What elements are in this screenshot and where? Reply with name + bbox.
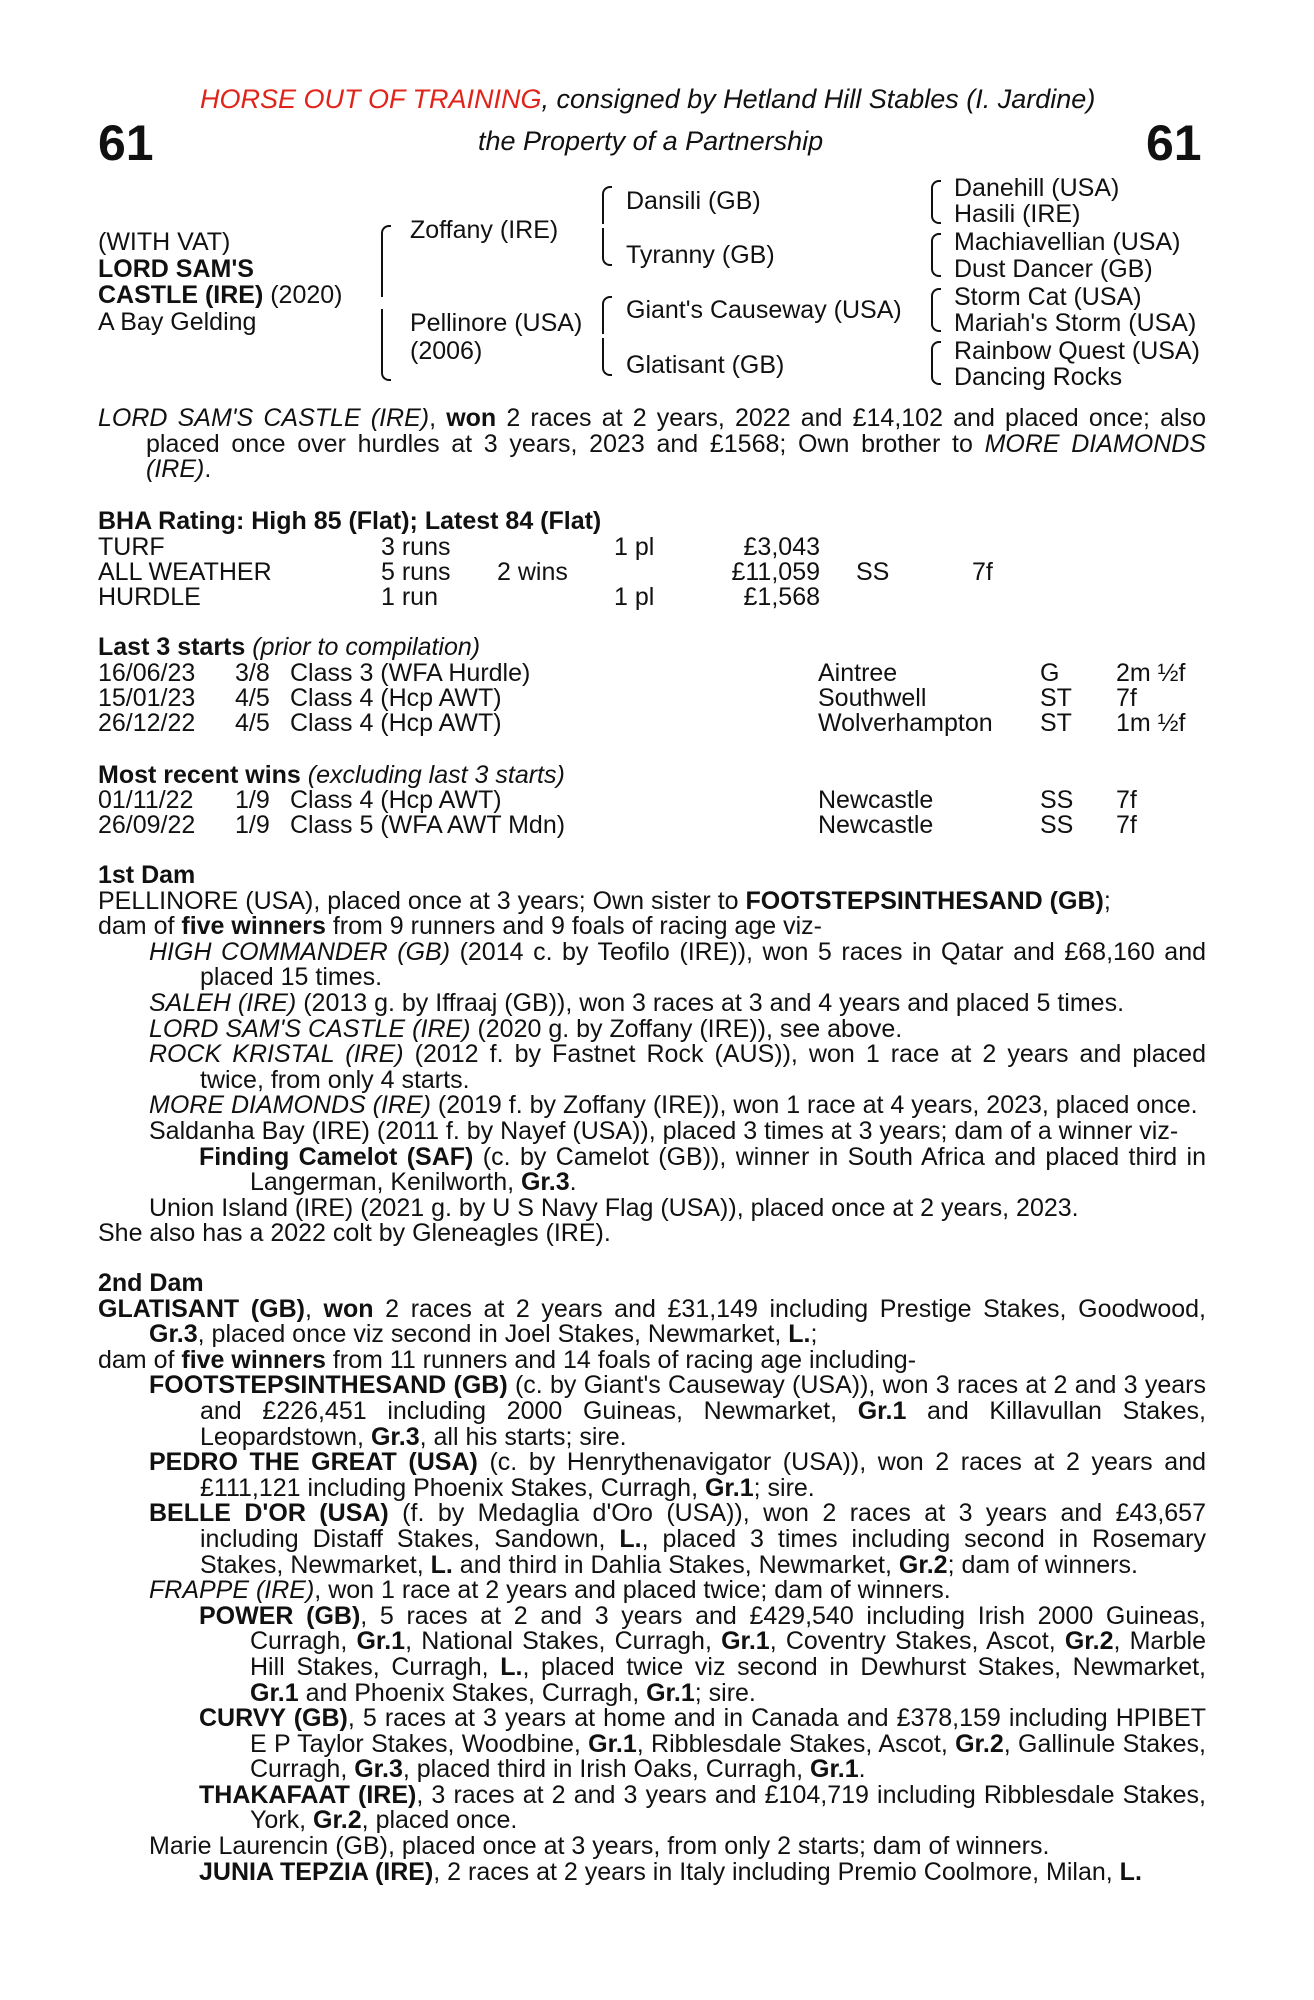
horse-name-line2: CASTLE (IRE)	[98, 281, 264, 309]
pedigree-g5: Storm Cat (USA)	[954, 283, 1142, 311]
bha-rating-title: BHA Rating: High 85 (Flat); Latest 84 (Flat)	[98, 507, 602, 535]
last3-row2-pos: 4/5	[235, 684, 270, 712]
offspring-name: JUNIA TEPZIA (IRE)	[199, 1857, 434, 1886]
offspring-detail: (c. by Giant's Causeway (USA)), won 3 races at 2 and 3 years and £226,451 including 2000 Guineas, Newmarket,	[200, 1371, 1206, 1425]
offspring-name: CURVY (GB)	[199, 1704, 348, 1733]
offspring-detail: , Gallinule Stakes, Curragh,	[250, 1729, 1206, 1784]
offspring-name: ROCK KRISTAL (IRE)	[149, 1040, 404, 1069]
offspring-detail: (c. by Camelot (GB)), winner in South Africa and placed third in Langerman, Kenilworth,	[250, 1142, 1207, 1197]
consignor-text: , consigned by Hetland Hill Stables (I. Jardine)	[541, 84, 1096, 114]
listed-label: L.	[619, 1524, 642, 1553]
recent-row1-course: Newcastle	[818, 786, 934, 814]
first-dam-section	[98, 863, 1206, 1247]
pedigree-dam-dam: Glatisant (GB)	[626, 351, 785, 379]
grade-label: Gr.1	[588, 1729, 637, 1758]
offspring-name: Finding Camelot (SAF)	[199, 1142, 474, 1171]
offspring-thakafaat	[98, 1780, 1206, 1835]
offspring-detail: , placed third in Irish Oaks, Curragh,	[402, 1755, 810, 1784]
horse-name-line1: LORD SAM'S	[98, 255, 254, 283]
offspring-detail: (2013 g. by Iffraaj (GB)), won 3 races at 3 and 4 years and placed 5 times.	[296, 988, 1125, 1017]
last3-row1-race: Class 3 (WFA Hurdle)	[290, 659, 531, 687]
last3-title: Last 3 starts	[98, 633, 246, 661]
listed-label: L.	[1119, 1857, 1142, 1886]
offspring-name: MORE DIAMONDS (IRE)	[149, 1091, 431, 1120]
pedigree-bracket-dam	[602, 296, 612, 376]
grade-label: Gr.2	[1064, 1627, 1114, 1656]
summary-won: won	[446, 404, 497, 432]
offspring-name: FRAPPE (IRE)	[149, 1576, 315, 1605]
last3-row2-date: 15/01/23	[98, 684, 196, 712]
recent-row2-date: 26/09/22	[98, 811, 196, 839]
offspring-belle-dor	[98, 1501, 1206, 1578]
grade-label: Gr.1	[721, 1627, 770, 1656]
offspring-end: .	[858, 1755, 866, 1784]
last3-title-row	[98, 634, 480, 660]
second-dam-winners: five winners	[181, 1345, 326, 1374]
grade-label: Gr.1	[704, 1473, 754, 1502]
vat-note: (WITH VAT)	[98, 228, 231, 256]
last3-row3-date: 26/12/22	[98, 709, 196, 737]
first-dam-line2	[98, 914, 1206, 940]
grade-label: Gr.3	[520, 1168, 570, 1197]
offspring-detail: , National Stakes, Curragh,	[405, 1627, 722, 1656]
summary-horse-name: LORD SAM'S CASTLE (IRE)	[98, 404, 430, 432]
grade-label: Gr.2	[313, 1806, 362, 1835]
offspring-name: BELLE D'OR (USA)	[149, 1499, 389, 1528]
offspring-detail: (2020 g. by Zoffany (IRE)), see above.	[470, 1014, 903, 1043]
rating-row-turf-pl: 1 pl	[614, 533, 655, 561]
pedigree-g6: Mariah's Storm (USA)	[954, 309, 1197, 337]
last3-row1-going: G	[1040, 659, 1060, 687]
offspring-saleh	[98, 988, 1206, 1017]
offspring-pedro-the-great	[98, 1450, 1206, 1501]
rating-row-turf-surface: TURF	[98, 533, 165, 561]
offspring-junia-tepzia	[98, 1857, 1206, 1886]
rating-row-turf-runs: 3 runs	[381, 533, 451, 561]
pedigree-sire-dam: Tyranny (GB)	[626, 241, 775, 269]
offspring-detail: , 5 races at 2 and 3 years and £429,540 including Irish 2000 Guineas, Curragh,	[250, 1601, 1206, 1656]
first-dam-damof: dam of	[98, 912, 182, 941]
horse-year: (2020)	[263, 281, 343, 309]
offspring-end: ; sire.	[694, 1678, 756, 1707]
offspring-detail: , 2 races at 2 years in Italy including Premio Coolmore, Milan,	[433, 1857, 1120, 1886]
offspring-detail: (2012 f. by Fastnet Rock (AUS)), won 1 race at 2 years and placed twice, from only 4 starts.	[200, 1040, 1206, 1094]
last3-row1-dist: 2m ½f	[1116, 659, 1186, 687]
offspring-end: , all his starts; sire.	[419, 1422, 627, 1451]
lot-number-left: 61	[98, 115, 154, 171]
offspring-detail: and Killavullan Stakes, Leopardstown,	[200, 1396, 1206, 1451]
first-dam-note: She also has a 2022 colt by Gleneagles (IRE).	[98, 1219, 611, 1248]
rating-row-hurdle-pl: 1 pl	[614, 583, 655, 611]
offspring-marie-laurencin: Marie Laurencin (GB), placed once at 3 years, from only 2 starts; dam of winners.	[149, 1832, 1050, 1861]
horse-description: A Bay Gelding	[98, 308, 257, 336]
pedigree-dam: Pellinore (USA)	[410, 309, 583, 337]
first-dam-sibling: FOOTSTEPSINTHESAND (GB)	[745, 886, 1104, 915]
last3-row3-going: ST	[1040, 709, 1072, 737]
offspring-frappe	[98, 1578, 1206, 1604]
recent-row1-race: Class 4 (Hcp AWT)	[290, 786, 502, 814]
recent-row2-dist: 7f	[1116, 811, 1137, 839]
second-dam-name: GLATISANT (GB)	[98, 1294, 305, 1323]
rating-row-turf-money: £3,043	[743, 533, 820, 561]
first-dam-winners: five winners	[181, 912, 326, 941]
pedigree-dam-year: (2006)	[410, 337, 483, 365]
pedigree-bracket-g4	[931, 341, 941, 385]
offspring-end: ; sire.	[753, 1473, 815, 1502]
rating-row-aw-wins: 2 wins	[497, 558, 568, 586]
grade-label: Gr.1	[857, 1396, 907, 1425]
offspring-detail: , Marble Hill Stakes, Curragh,	[250, 1627, 1207, 1681]
recent-row2-race: Class 5 (WFA AWT Mdn)	[290, 811, 566, 839]
summary-end: .	[204, 455, 212, 484]
offspring-more-diamonds	[98, 1093, 1206, 1119]
offspring-detail: , 5 races at 3 years at home and in Canada and £378,159 including HPIBET E P Taylor Stakes, Woodbine,	[250, 1704, 1206, 1758]
rating-row-hurdle-runs: 1 run	[381, 583, 438, 611]
offspring-detail: , won 1 race at 2 years and placed twice; dam of winners.	[314, 1576, 951, 1605]
pedigree-bracket-g1	[931, 180, 941, 224]
consignment-line	[200, 84, 1095, 114]
offspring-footstepsinthesand	[98, 1373, 1206, 1450]
recent-row1-date: 01/11/22	[98, 786, 194, 814]
offspring-detail: (f. by Medaglia d'Oro (USA)), won 2 races at 3 years and £43,657 including Distaff Stakes, Sandown,	[200, 1499, 1206, 1553]
recent-row1-going: SS	[1040, 786, 1074, 814]
first-dam-sep: ;	[1103, 886, 1111, 915]
pedigree-bracket-main	[381, 225, 391, 381]
offspring-rock-kristal	[98, 1042, 1206, 1093]
grade-label: Gr.2	[898, 1550, 948, 1579]
offspring-lord-sams-castle	[98, 1014, 1206, 1043]
pedigree-g8: Dancing Rocks	[954, 363, 1123, 391]
lot-number-right: 61	[1146, 115, 1202, 171]
listed-label: L.	[788, 1320, 811, 1349]
second-dam-sep: ,	[304, 1294, 324, 1323]
pedigree-sire: Zoffany (IRE)	[410, 216, 559, 244]
offspring-high-commander	[98, 937, 1206, 992]
rating-row-hurdle-surface: HURDLE	[98, 583, 201, 611]
summary-paragraph: LORD SAM'S CASTLE (IRE), won 2 races at 2 years, 2022 and £14,102 and placed once; also placed once over hurdles at 3 years, 2023 and £1568; Own brother to MORE DIAMONDS (IRE).	[98, 404, 1206, 484]
recent-row1-dist: 7f	[1116, 786, 1137, 814]
pedigree-bracket-sire	[602, 186, 612, 266]
recent-title-row	[98, 762, 565, 788]
last3-row1-pos: 3/8	[235, 659, 270, 687]
grade-label: Gr.3	[370, 1422, 420, 1451]
offspring-detail: (2019 f. by Zoffany (IRE)), won 1 race at 4 years, 2023, placed once.	[430, 1091, 1198, 1120]
pedigree-g4: Dust Dancer (GB)	[954, 255, 1153, 283]
recent-note: (excluding last 3 starts)	[300, 761, 565, 789]
listed-label: L.	[500, 1652, 523, 1681]
first-dam-text: PELLINORE (USA), placed once at 3 years; Own sister to	[98, 886, 746, 915]
offspring-end: .	[569, 1168, 577, 1197]
last3-row3-race: Class 4 (Hcp AWT)	[290, 709, 502, 737]
grade-label: Gr.1	[810, 1755, 859, 1784]
rating-row-hurdle-money: £1,568	[743, 583, 820, 611]
rating-row-aw-runs: 5 runs	[381, 558, 451, 586]
offspring-name: POWER (GB)	[199, 1601, 361, 1630]
first-dam-title: 1st Dam	[98, 861, 196, 889]
status-label: HORSE OUT OF TRAINING	[200, 84, 542, 114]
rating-row-aw-money: £11,059	[731, 558, 820, 586]
last3-row3-dist: 1m ½f	[1116, 709, 1186, 737]
offspring-detail: , placed 3 times including second in Rosemary Stakes, Newmarket,	[200, 1524, 1206, 1579]
offspring-name: SALEH (IRE)	[149, 988, 297, 1017]
recent-row2-going: SS	[1040, 811, 1074, 839]
first-dam-line1	[98, 886, 1206, 915]
offspring-saldanha-bay: Saldanha Bay (IRE) (2011 f. by Nayef (USA)), placed 3 times at 3 years; dam of a winner viz-	[149, 1116, 1179, 1145]
offspring-detail: , 3 races at 2 and 3 years and £104,719 including Ribblesdale Stakes, York,	[250, 1780, 1206, 1835]
pedigree-dam-sire: Giant's Causeway (USA)	[626, 296, 902, 324]
last3-row2-dist: 7f	[1116, 684, 1137, 712]
pedigree-g2: Hasili (IRE)	[954, 200, 1081, 228]
offspring-detail: and Phoenix Stakes, Curragh,	[298, 1678, 647, 1707]
pedigree-g7: Rainbow Quest (USA)	[954, 337, 1200, 365]
grade-label: Gr.1	[356, 1627, 406, 1656]
summary-text: 2 races at 2 years, 2022 and £14,102 and placed once; also placed once over hurdles at 3 years, 2023 and £1568; Own brother to	[146, 404, 1206, 458]
second-dam-damof: dam of	[98, 1345, 182, 1374]
horse-name-line2-row	[98, 282, 343, 308]
pedigree-g3: Machiavellian (USA)	[954, 228, 1181, 256]
pedigree-g1: Danehill (USA)	[954, 174, 1120, 202]
offspring-detail: (2014 c. by Teofilo (IRE)), won 5 races in Qatar and £68,160 and placed 15 times.	[200, 937, 1206, 992]
last3-row3-course: Wolverhampton	[818, 709, 993, 737]
recent-title: Most recent wins	[98, 761, 301, 789]
offspring-detail: , placed twice viz second in Dewhurst Stakes, Newmarket,	[522, 1652, 1207, 1681]
offspring-detail: , Ribblesdale Stakes, Ascot,	[636, 1729, 956, 1758]
second-dam-line2	[98, 1345, 1206, 1374]
recent-row1-pos: 1/9	[235, 786, 270, 814]
last3-row2-course: Southwell	[818, 684, 927, 712]
offspring-name: FOOTSTEPSINTHESAND (GB)	[149, 1371, 508, 1400]
offspring-finding-camelot	[98, 1142, 1207, 1197]
last3-note: (prior to compilation)	[245, 633, 481, 661]
second-dam-runners: from 11 runners and 14 foals of racing age including-	[325, 1345, 917, 1374]
grade-label: Gr.2	[955, 1729, 1004, 1758]
property-line: the Property of a Partnership	[478, 126, 824, 156]
offspring-name: THAKAFAAT (IRE)	[199, 1780, 417, 1809]
offspring-end: , placed once.	[361, 1806, 518, 1835]
rating-row-aw-going: SS	[856, 558, 890, 586]
recent-row2-course: Newcastle	[818, 811, 934, 839]
offspring-name: PEDRO THE GREAT (USA)	[149, 1448, 478, 1477]
offspring-curvy	[98, 1706, 1206, 1783]
recent-row2-pos: 1/9	[235, 811, 270, 839]
second-dam-detail: 2 races at 2 years and £31,149 including Prestige Stakes, Goodwood,	[373, 1294, 1206, 1323]
offspring-power	[98, 1601, 1207, 1707]
grade-label: Gr.1	[250, 1678, 299, 1707]
summary-sibling: MORE DIAMONDS (IRE)	[146, 429, 1206, 484]
offspring-union-island: Union Island (IRE) (2021 g. by U S Navy Flag (USA)), placed once at 2 years, 2023.	[149, 1193, 1079, 1222]
second-dam-won: won	[323, 1294, 374, 1323]
grade-label: Gr.1	[646, 1678, 695, 1707]
last3-row2-race: Class 4 (Hcp AWT)	[290, 684, 502, 712]
offspring-name: LORD SAM'S CASTLE (IRE)	[149, 1014, 471, 1043]
second-dam-detail2: , placed once viz second in Joel Stakes, Newmarket,	[197, 1320, 789, 1349]
last3-row1-course: Aintree	[818, 659, 898, 687]
second-dam-title: 2nd Dam	[98, 1269, 204, 1297]
grade-label: Gr.3	[149, 1320, 198, 1349]
second-dam-end: ;	[810, 1320, 818, 1349]
offspring-detail: (c. by Henrythenavigator (USA)), won 2 races at 2 years and £111,121 including Phoenix Stakes, Curragh,	[200, 1448, 1206, 1502]
second-dam-section	[98, 1271, 1206, 1885]
last3-row2-going: ST	[1040, 684, 1072, 712]
pedigree-bracket-g2	[931, 233, 941, 277]
rating-row-aw-surface: ALL WEATHER	[98, 558, 272, 586]
first-dam-runners: from 9 runners and 9 foals of racing age viz-	[325, 912, 822, 941]
grade-label: Gr.3	[354, 1755, 403, 1784]
listed-label: L.	[430, 1550, 453, 1579]
offspring-detail: , Coventry Stakes, Ascot,	[769, 1627, 1065, 1656]
rating-row-aw-dist: 7f	[972, 558, 993, 586]
offspring-name: HIGH COMMANDER (GB)	[149, 937, 451, 966]
last3-row3-pos: 4/5	[235, 709, 270, 737]
offspring-detail: and third in Dahlia Stakes, Newmarket,	[452, 1550, 899, 1579]
last3-row1-date: 16/06/23	[98, 659, 196, 687]
offspring-end: ; dam of winners.	[947, 1550, 1138, 1579]
second-dam-line1	[98, 1294, 1206, 1349]
pedigree-sire-sire: Dansili (GB)	[626, 187, 761, 215]
pedigree-bracket-g3	[931, 288, 941, 332]
